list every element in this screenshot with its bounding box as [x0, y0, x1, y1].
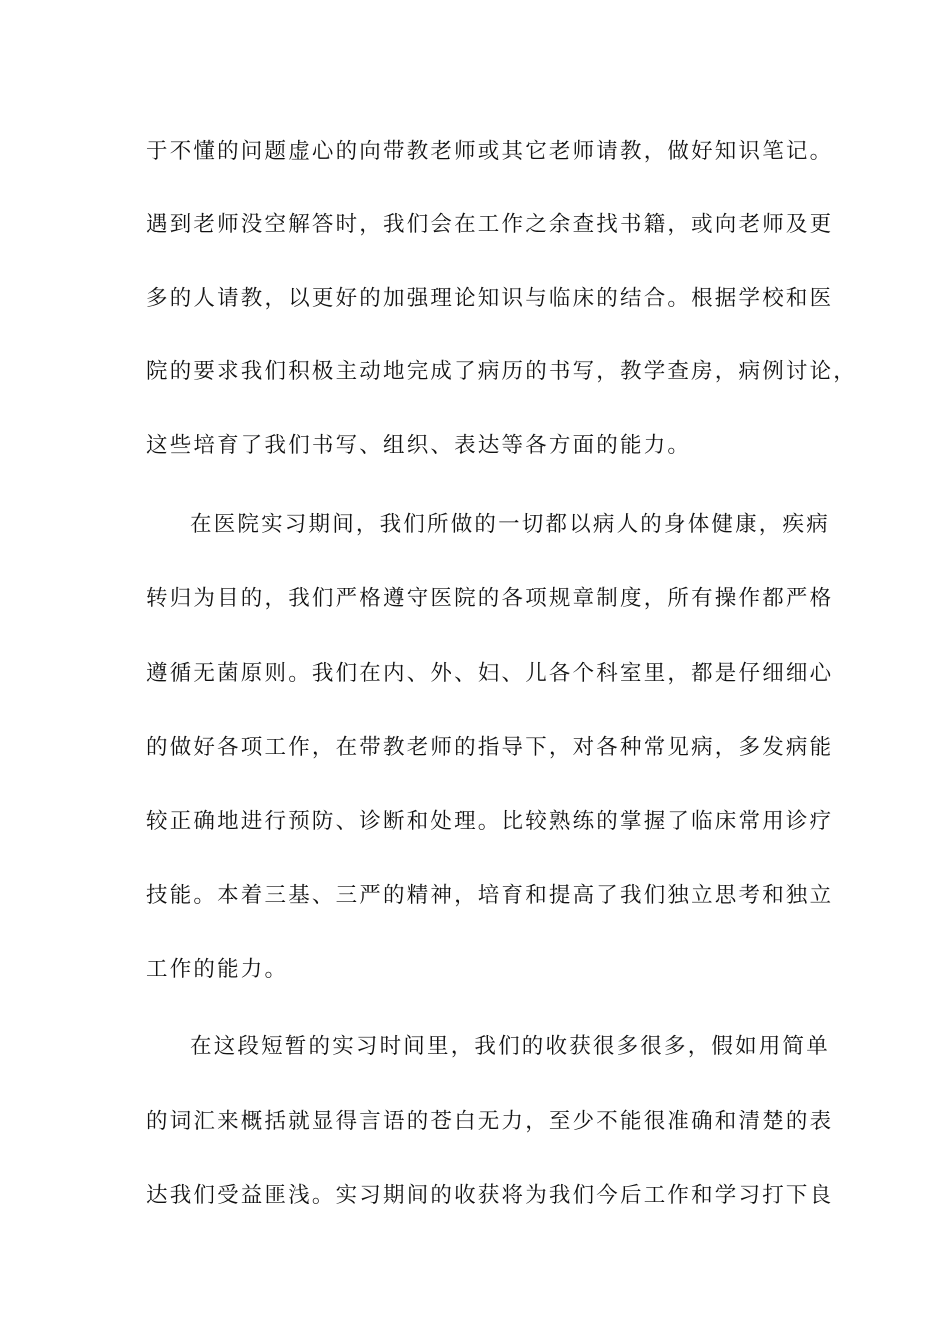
paragraph-first-line: 在这段短暂的实习时间里，我们的收获很多很多，假如用简单	[190, 1034, 830, 1059]
text-line: 的词汇来概括就显得言语的苍白无力，至少不能很准确和清楚的表	[146, 1109, 834, 1134]
text-line: 遵循无菌原则。我们在内、外、妇、儿各个科室里，都是仔细细心	[146, 661, 834, 686]
text-line: 遇到老师没空解答时，我们会在工作之余查找书籍，或向老师及更	[146, 212, 834, 237]
paragraph-first-line: 在医院实习期间，我们所做的一切都以病人的身体健康，疾病	[190, 512, 830, 537]
text-line: 达我们受益匪浅。实习期间的收获将为我们今后工作和学习打下良	[146, 1183, 834, 1208]
text-line: 转归为目的，我们严格遵守医院的各项规章制度，所有操作都严格	[146, 586, 834, 611]
text-line: 较正确地进行预防、诊断和处理。比较熟练的掌握了临床常用诊疗	[146, 809, 834, 834]
text-line: 技能。本着三基、三严的精神，培育和提高了我们独立思考和独立	[146, 883, 834, 908]
text-line: 于不懂的问题虚心的向带教老师或其它老师请教，做好知识笔记。	[146, 139, 834, 164]
text-line: 工作的能力。	[146, 957, 289, 982]
text-line: 多的人请教，以更好的加强理论知识与临床的结合。根据学校和医	[146, 286, 834, 311]
text-line: 院的要求我们积极主动地完成了病历的书写，教学查房，病例讨论，	[146, 359, 858, 384]
text-line: 的做好各项工作，在带教老师的指导下，对各种常见病，多发病能	[146, 735, 834, 760]
text-line: 这些培育了我们书写、组织、表达等各方面的能力。	[146, 433, 692, 458]
